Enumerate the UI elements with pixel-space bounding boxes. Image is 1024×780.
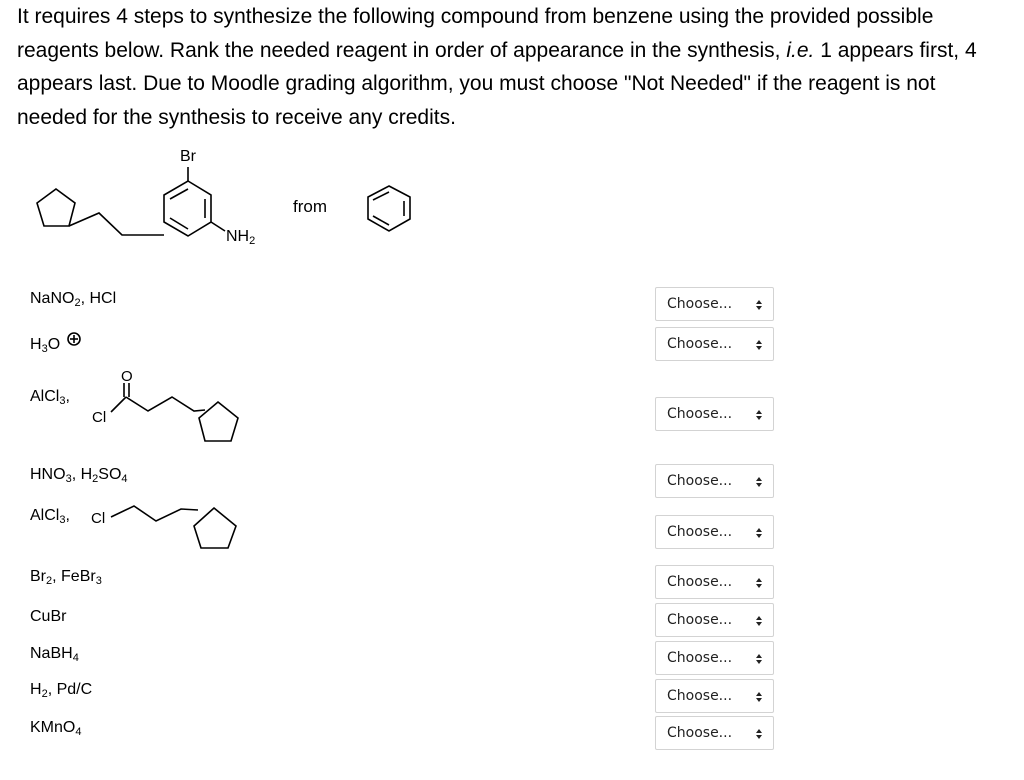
target-cyclopentane-ring xyxy=(37,189,75,226)
reagent-text: AlCl xyxy=(30,388,60,405)
reagent-sub: 4 xyxy=(75,726,82,738)
select-arrows-icon xyxy=(755,297,763,313)
reagent-text: O xyxy=(47,336,61,353)
reagent-sub: 3 xyxy=(59,395,66,407)
select-alcl3-alkyl[interactable] xyxy=(655,515,774,549)
reagent-sub: 3 xyxy=(95,575,102,587)
select-alcl3-acyl[interactable] xyxy=(655,397,774,431)
reagent-cubr xyxy=(30,608,66,626)
reagent-text: KMnO xyxy=(30,719,76,736)
from-label: from xyxy=(293,197,327,216)
reagent-text: HNO xyxy=(30,466,66,483)
reagent-text: NaNO xyxy=(30,290,75,307)
select-arrows-icon xyxy=(755,474,763,490)
select-hno3-h2so4[interactable] xyxy=(655,464,774,498)
select-nano2-hcl[interactable] xyxy=(655,287,774,321)
reagent-sub: 2 xyxy=(46,575,53,587)
select-value: Choose... xyxy=(667,406,733,422)
reagent-nano2-hcl xyxy=(30,290,116,309)
reagent-text: AlCl xyxy=(30,507,60,524)
select-value: Choose... xyxy=(667,524,733,540)
select-br2-febr3[interactable] xyxy=(655,565,774,599)
reagent-text: H xyxy=(30,336,42,353)
reagent-br2-febr3 xyxy=(30,568,102,587)
target-nh2-text: NH xyxy=(226,228,250,245)
select-value: Choose... xyxy=(667,296,733,312)
target-br-label: Br xyxy=(180,148,196,165)
reagent-text: NaBH xyxy=(30,645,73,662)
question-ie: i.e. xyxy=(786,38,815,62)
select-h3o-plus[interactable] xyxy=(655,327,774,361)
reagent-sub: 4 xyxy=(121,473,128,485)
target-nh2-label xyxy=(226,228,255,247)
alkyl-chain xyxy=(111,506,198,521)
reagent-text: , FeBr xyxy=(52,568,96,585)
reagent-text: , HCl xyxy=(80,290,117,307)
select-value: Choose... xyxy=(667,336,733,352)
acyl-o-label: O xyxy=(121,368,133,385)
reagent-h3o-plus xyxy=(30,336,60,355)
reagent-hno3-h2so4 xyxy=(30,466,128,485)
acyl-chain xyxy=(126,397,205,411)
reagent-sub: 3 xyxy=(65,473,72,485)
select-arrows-icon xyxy=(755,689,763,705)
reagent-sub: 2 xyxy=(92,473,99,485)
select-nabh4[interactable] xyxy=(655,641,774,675)
select-value: Choose... xyxy=(667,650,733,666)
reagent-alcl3-acyl xyxy=(30,388,70,407)
target-nh2-sub: 2 xyxy=(249,235,256,247)
reagent-text: Br xyxy=(30,568,46,585)
alkyl-cyclopentane-ring xyxy=(194,508,236,548)
select-arrows-icon xyxy=(755,337,763,353)
acyl-cl-label: Cl xyxy=(92,409,107,426)
alkyl-cl-label: Cl xyxy=(91,510,106,527)
target-nh2-bond xyxy=(211,222,225,231)
select-value: Choose... xyxy=(667,688,733,704)
reagent-text: H xyxy=(30,681,42,698)
reagent-sub: 3 xyxy=(59,514,66,526)
reagent-sub: 4 xyxy=(72,652,79,664)
select-arrows-icon xyxy=(755,407,763,423)
reagent-alcl3-alkyl xyxy=(30,507,70,526)
select-arrows-icon xyxy=(755,651,763,667)
select-value: Choose... xyxy=(667,612,733,628)
reagent-h2-pdc xyxy=(30,681,92,700)
reagent-text: SO xyxy=(98,466,122,483)
select-arrows-icon xyxy=(755,613,763,629)
reagent-sub: 2 xyxy=(74,297,81,309)
question-part1: It requires 4 steps to synthesize the following compound from benzene using the provided possible reagents below. Rank the needed reagent in order of appearance in the synthesis, xyxy=(17,5,934,62)
reagent-kmno4 xyxy=(30,719,81,738)
select-h2-pdc[interactable] xyxy=(655,679,774,713)
select-value: Choose... xyxy=(667,725,733,741)
select-arrows-icon xyxy=(755,726,763,742)
select-value: Choose... xyxy=(667,574,733,590)
reagent-nabh4 xyxy=(30,645,79,664)
select-value: Choose... xyxy=(667,473,733,489)
acyl-c-cl-bond xyxy=(111,397,126,412)
reagent-text: , H xyxy=(71,466,93,483)
reagent-text: , Pd/C xyxy=(47,681,93,698)
reagent-text: , xyxy=(65,507,70,524)
select-arrows-icon xyxy=(755,575,763,591)
select-arrows-icon xyxy=(755,525,763,541)
select-kmno4[interactable] xyxy=(655,716,774,750)
reagent-text: , xyxy=(65,388,70,405)
reagent-sub: 2 xyxy=(41,688,48,700)
target-alkyl-chain xyxy=(69,213,164,235)
reagent-text: CuBr xyxy=(30,608,67,625)
question-part2: 1 appears first, 4 appears last. Due to Moodle grading algorithm, you must choose "Not Needed" if the reagent is not needed for the synthesis to receive any credits. xyxy=(17,38,977,129)
select-cubr[interactable] xyxy=(655,603,774,637)
acyl-cyclopentane-ring xyxy=(199,402,238,441)
reagent-sub: 3 xyxy=(41,343,48,355)
